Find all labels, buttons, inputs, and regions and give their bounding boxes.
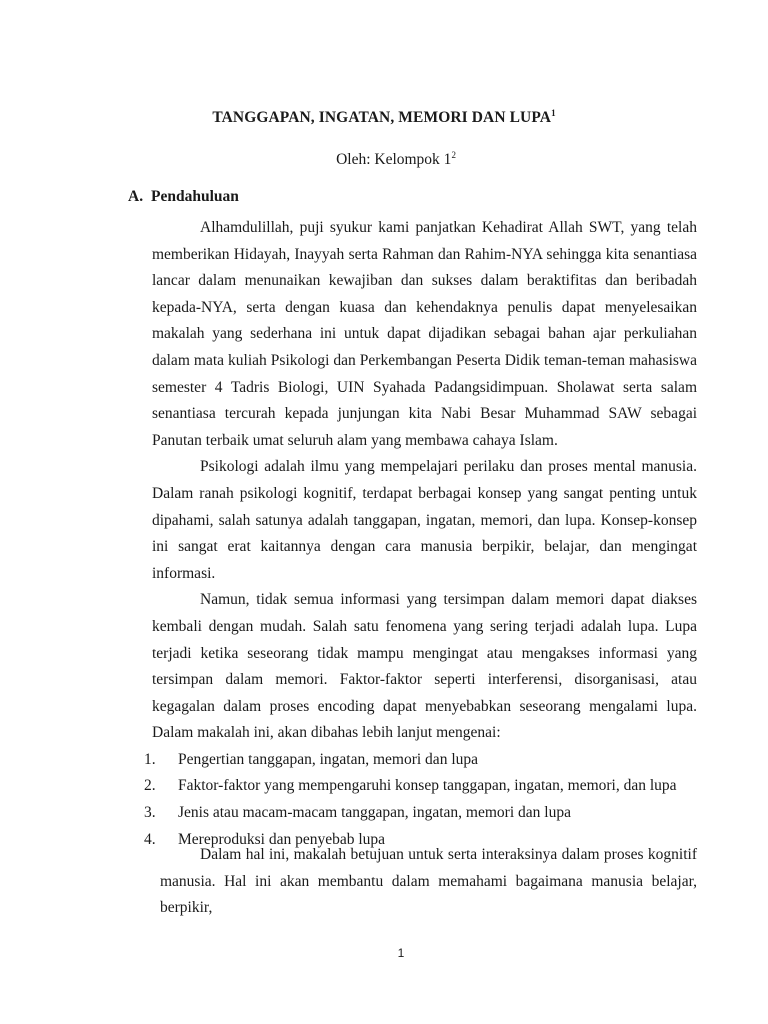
author-footnote-marker: 2 [451,150,456,160]
list-text: Faktor-faktor yang mempengaruhi konsep tanggapan, ingatan, memori, dan lupa [178,777,677,795]
document-title [0,108,768,127]
topic-list [144,747,697,853]
list-text: Mereproduksi dan penyebab lupa [178,830,386,848]
list-number: 4. [144,830,156,848]
title-text: TANGGAPAN, INGATAN, MEMORI DAN LUPA [212,109,552,126]
section-body [144,215,697,853]
list-item [144,747,697,774]
section-letter: A. [128,188,144,205]
section-heading [128,188,239,206]
paragraph-1: Alhamdulillah, puji syukur kami panjatkan Kehadirat Allah SWT, yang telah memberikan Hidayah, Inayyah serta Rahman dan Rahim-NYA sehingga kita senantiasa lancar dalam menunaikan kewajiban dan sukses dalam beraktifitas dan beribadah kepada-NYA, serta dengan kuasa dan kehendaknya penulis dapat menyelesaikan makalah yang sederhana ini untuk dapat dijadikan sebagai bahan ajar perkuliahan dalam mata kuliah Psikologi dan Perkembangan Peserta Didik teman-teman mahasiswa semester 4 Tadris Biologi, UIN Syahada Padangsidimpuan. Sholawat serta salam senantiasa tercurah kepada junjungan kita Nabi Besar Muhammad SAW sebagai Panutan terbaik umat seluruh alam yang membawa cahaya Islam. [152,219,697,449]
page-number: 1 [397,946,405,960]
list-number: 3. [144,804,156,822]
list-text: Pengertian tanggapan, ingatan, memori dan lupa [178,750,479,768]
list-number: 1. [144,750,156,768]
author-line [0,150,768,169]
list-number: 2. [144,777,156,795]
title-footnote-marker: 1 [551,108,556,118]
list-item [144,773,697,800]
author-text: Oleh: Kelompok 1 [336,151,452,168]
section-title: Pendahuluan [151,188,239,205]
list-item [144,800,697,827]
closing-paragraph: Dalam hal ini, makalah betujuan untuk serta interaksinya dalam proses kognitif manusia. Hal ini akan membantu dalam memahami bagaimana manusia belajar, berpikir, [160,846,697,917]
paragraph-2: Psikologi adalah ilmu yang mempelajari perilaku dan proses mental manusia. Dalam ranah psikologi kognitif, terdapat berbagai konsep yang sangat penting untuk dipahami, salah satunya adalah tanggapan, ingatan, memori, dan lupa. Konsep-konsep ini sangat erat kaitannya dengan cara manusia berpikir, belajar, dan mengingat informasi. [152,458,697,582]
paragraph-3: Namun, tidak semua informasi yang tersimpan dalam memori dapat diakses kembali dengan mudah. Salah satu fenomena yang sering terjadi adalah lupa. Lupa terjadi ketika seseorang tidak mampu mengingat atau mengakses informasi yang tersimpan dalam memori. Faktor-faktor seperti interferensi, disorganisasi, atau kegagalan dalam proses encoding dapat menyebabkan seseorang mengalami lupa. Dalam makalah ini, akan dibahas lebih lanjut mengenai: [152,591,697,742]
list-text: Jenis atau macam-macam tanggapan, ingatan, memori dan lupa [178,804,571,822]
